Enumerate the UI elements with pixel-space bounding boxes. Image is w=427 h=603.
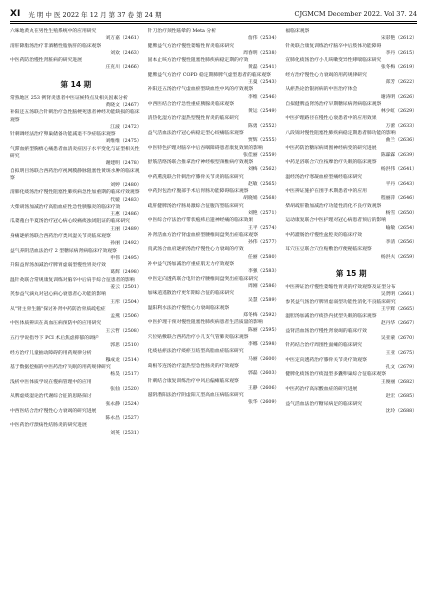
index-entry <box>285 101 417 116</box>
article-title: 从"肾主骨生髓"探讨补肾中药防治骨质疏松症 <box>10 306 106 312</box>
index-column-1 <box>10 28 142 597</box>
author-page-ref: 谢涛明（2626） <box>380 94 418 100</box>
article-title: 宣肺化痰汤治疗小儿咳嗽变异性哮喘临床研究 <box>285 58 382 64</box>
index-entry <box>10 28 142 43</box>
author-page-ref: 周刚（2586） <box>247 283 280 289</box>
author-page-ref: 刘万嘉（2461） <box>105 36 142 42</box>
author-page-ref: 李强（2583） <box>247 269 280 275</box>
journal-title-en: CJGMCM December 2022. Vol 37. 24 <box>294 10 417 18</box>
index-entry <box>10 277 142 292</box>
article-title: 温经汤治疗寒凝血瘀型痛经临床研究 <box>285 174 363 180</box>
author-page-ref: 陈霖霖（2639） <box>380 152 418 158</box>
author-page-ref: 杨雪（2650） <box>385 211 418 217</box>
index-entry <box>148 145 280 160</box>
index-entry <box>148 115 280 130</box>
index-entry <box>285 299 417 314</box>
index-entry <box>10 364 142 379</box>
index-entry <box>10 43 142 58</box>
index-entry <box>285 174 417 189</box>
author-page-ref: 胡晓娟（2568） <box>243 196 280 202</box>
index-entry <box>148 28 280 43</box>
article-title: 清热化湿方治疗湿热型慢性胃炎的临床研究 <box>147 116 239 122</box>
article-title: 中药封包治疗腹部手术后胃肠功能障碍临床观察 <box>147 189 249 195</box>
article-title: 参芪益气汤治疗脾胃虚弱型功能性消化不良临床研究 <box>285 299 396 305</box>
article-title: 经方治疗慢性心力衰竭的用药规律研究 <box>285 72 367 78</box>
index-entry <box>285 313 417 328</box>
author-page-ref: 黄磊（2541） <box>247 65 280 71</box>
index-entry <box>285 188 417 203</box>
article-title: 中西医结合治疗慢性心力衰竭的研究进展 <box>10 408 97 414</box>
index-entry <box>148 319 280 334</box>
article-title: 健脾益气方治疗慢性萎缩性胃炎临床研究 <box>147 43 235 49</box>
author-page-ref: 葛辉（2498） <box>110 270 142 276</box>
index-entry <box>148 86 280 101</box>
author-page-ref: 沈玲（2688） <box>385 408 418 414</box>
index-column-3 <box>285 28 417 597</box>
article-title: 补阳还五汤联合针刺治疗急性脑梗死患者神经功能缺损的临床观察 <box>10 110 140 123</box>
article-title: 清肝降脂汤治疗非酒精性脂肪肝的临床观察 <box>10 43 102 49</box>
running-header <box>10 8 417 20</box>
index-entry <box>148 203 280 218</box>
index-entry <box>10 146 142 168</box>
index-entry <box>10 57 142 72</box>
issue-heading: 第 15 期 <box>335 269 367 278</box>
article-title: 运动康复联合中医护理对冠心病患者预后的影响 <box>285 218 387 224</box>
article-title: 补中益气汤加减治疗重症肌无力疗效观察 <box>147 262 235 267</box>
author-page-ref: 穆成龙（2514） <box>105 357 142 363</box>
index-entry <box>285 115 417 130</box>
index-entry <box>10 131 142 146</box>
article-title: 气滞血瘀型胸痹心痛患者血清炎症因子水平变化与证型相关性研究 <box>10 146 140 159</box>
author-page-ref: 李丹（2615） <box>385 50 418 56</box>
author-page-ref: 王丽（2489） <box>110 226 142 232</box>
author-page-ref: 陈勇（2552） <box>247 123 280 129</box>
author-page-ref: 张永静（2524） <box>105 401 142 407</box>
article-title: 基于数据挖掘的中医药治疗失眠的用药规律研究 <box>10 365 111 371</box>
index-entry <box>148 246 280 261</box>
index-entry <box>285 43 417 58</box>
author-page-ref: 王平（2574） <box>247 225 280 231</box>
index-entry <box>10 189 142 204</box>
article-title: 自拟明目汤联合西药治疗视网膜静脉阻塞性黄斑水肿的临床观察 <box>10 168 140 181</box>
article-title: 中医药防治慢性肾脏病的研究进展 <box>10 58 82 64</box>
author-page-ref: 宋彩艳（2612） <box>380 36 418 42</box>
index-entry <box>285 386 417 401</box>
author-page-ref: 赵敏（2565） <box>247 181 280 187</box>
index-entry <box>285 401 417 416</box>
article-title: 疏肝健脾汤治疗肠易激综合征腹泻型临床研究 <box>147 203 244 209</box>
index-entry <box>10 218 142 233</box>
article-title: 穴位贴敷联合西药治疗小儿支气管肺炎临床观察 <box>147 334 249 340</box>
article-title: 温阳利水法治疗慢性心力衰竭临床观察 <box>147 305 230 311</box>
article-title: 中药足浴联合穴位按摩治疗失眠的临床观察 <box>285 160 377 166</box>
author-page-ref: 姜云（2501） <box>110 285 142 290</box>
article-title: 五行学说指导下 PCI 术后焦虑抑郁的调护 <box>10 335 99 341</box>
author-page-ref: 杨昊（2517） <box>110 372 142 378</box>
author-page-ref: 吴亚蒙（2670） <box>380 335 418 341</box>
index-entry <box>285 57 417 72</box>
index-entry <box>148 130 280 145</box>
index-entry <box>285 28 417 43</box>
article-title: 中医药治疗高尿酸血症的研究进展 <box>285 386 358 392</box>
article-title: 益气养阴活血法治疗 2 型糖尿病肾病临床疗效观察 <box>10 248 117 254</box>
index-entry <box>285 159 417 174</box>
author-page-ref: 孙丽（2492） <box>110 241 142 247</box>
author-page-ref: 杨洪夫（2659） <box>380 254 418 260</box>
index-entry <box>10 95 142 110</box>
article-title: 中医定向透药治疗膝骨关节炎疗效观察 <box>285 357 367 363</box>
article-title: 耳穴压豆联合穴位贴敷治疗便秘临床观察 <box>285 247 372 253</box>
author-page-ref: 王俊丽（2682） <box>380 379 418 385</box>
index-entry <box>285 72 417 87</box>
index-entry <box>148 305 280 320</box>
article-title: 益气活血法治疗糖尿病足的临床研究 <box>285 401 363 407</box>
article-title: 益气活血法治疗冠心病稳定型心绞痛临床观察 <box>147 130 244 136</box>
article-title: 中医药治疗溃疡性结肠炎的研究进展 <box>10 423 87 429</box>
author-page-ref: 李清（2656） <box>385 240 418 246</box>
article-title: 柴胡疏肝散加减治疗功能性消化不良疗效观察 <box>285 203 382 209</box>
article-title: 清肺化痰汤治疗慢性阻塞性肺疾病急性加重期的临床疗效观察 <box>10 190 140 196</box>
author-page-ref: 张仙（2520） <box>110 386 142 392</box>
article-title: 舒筋活络汤联合推拿治疗神经根型颈椎病疗效观察 <box>147 160 254 166</box>
author-page-ref: 代媛（2483） <box>110 197 142 203</box>
author-page-ref: 詹伟（2534） <box>247 36 280 42</box>
author-page-ref: 孟燕（2506） <box>110 314 142 320</box>
author-page-ref: 谢建明（2478） <box>105 161 142 167</box>
author-page-ref: 刘梅（2562） <box>247 167 280 173</box>
author-page-ref: 林少虹（2629） <box>380 109 418 115</box>
article-title: 大柴胡汤加减治疗高脂血症性急性胰腺炎的临床疗效 <box>10 204 121 210</box>
author-page-ref: 张佳丽（2559） <box>243 152 280 158</box>
index-entry <box>285 246 417 261</box>
article-title: 中药灌肠治疗慢性盆腔炎的临床疗效 <box>285 232 363 238</box>
article-title: 中医特色护理对脑卒中后吞咽障碍患者康复效果的影响 <box>147 145 263 151</box>
article-title: 中医药防治糖尿病周围神经病变的研究进展 <box>285 145 377 151</box>
author-page-ref: 王惠（2486） <box>110 212 142 218</box>
author-page-ref: 王彤（2504） <box>110 299 142 305</box>
author-page-ref: 陈丽（2595） <box>247 327 280 333</box>
article-title: 常熟地区 253 例肾炎患者中医证候特点及相关因素分析 <box>10 95 128 101</box>
article-title: 从脾虚痰湿论治代谢综合征的思路探讨 <box>10 394 92 400</box>
index-entry <box>10 379 142 394</box>
index-entry <box>10 291 142 306</box>
article-title: 针药结合治疗周围性面瘫的临床研究 <box>285 343 363 349</box>
index-entry <box>148 101 280 116</box>
author-page-ref: 吴贤明（2661） <box>380 292 418 298</box>
author-page-ref: 申伟（2495） <box>110 255 142 261</box>
article-title: 健脾益气方治疗 COPD 稳定期肺脾气虚型患者的临床观察 <box>147 72 271 78</box>
page-number: XI <box>10 9 21 19</box>
article-title: 中药熏洗联合针刺治疗膝骨关节炎的临床研究 <box>147 174 244 180</box>
article-title: 中医体质辨识在高血压病预防中的应用研究 <box>10 321 102 327</box>
author-page-ref: 刘婷（2480） <box>110 183 142 189</box>
header-rule-thin <box>10 23 417 24</box>
index-entry <box>10 262 142 277</box>
author-page-ref: 王云哲（2508） <box>105 328 142 334</box>
author-page-ref: 赵宏（2685） <box>385 394 418 400</box>
author-page-ref: 平丹（2643） <box>385 181 418 187</box>
author-page-ref: 庄克川（2466） <box>105 65 142 71</box>
author-page-ref: 郭磊（2603） <box>247 371 280 377</box>
article-title: 补阳还五汤治疗气虚血瘀型缺血性中风的疗效观察 <box>147 87 254 93</box>
article-title: 加味逍遥散治疗更年期综合征的临床研究 <box>147 291 235 297</box>
index-entry <box>148 290 280 305</box>
index-entry <box>148 392 280 407</box>
index-entry <box>285 203 417 218</box>
article-title: 温针灸联合常规康复训练对脑卒中后肩手综合征患者的影响 <box>10 277 135 283</box>
author-page-ref: 赵丹华（2667） <box>380 321 418 327</box>
author-page-ref: 王宇辉（2665） <box>380 306 418 312</box>
article-title: 中西医结合治疗急性重症胰腺炎临床观察 <box>147 101 235 107</box>
index-entry <box>148 232 280 247</box>
index-entry <box>148 276 280 291</box>
index-entry <box>148 348 280 363</box>
index-entry <box>148 72 280 87</box>
article-title: 益肾活血汤治疗慢性肾衰竭的临床疗效 <box>285 328 367 334</box>
index-entry <box>148 188 280 203</box>
article-title: 真武汤合血府逐瘀汤治疗慢性心力衰竭的疗效 <box>147 247 244 253</box>
index-entry <box>285 342 417 357</box>
author-page-ref: 刘欢（2463） <box>110 50 142 56</box>
article-title: 经方治疗儿童抽动障碍的用药规律分析 <box>10 350 92 356</box>
author-page-ref: 郭思（2510） <box>110 343 142 349</box>
article-title: 福临床观察 <box>285 29 310 34</box>
author-page-ref: 王曼（2543） <box>247 79 280 85</box>
author-page-ref: 孙伟（2577） <box>247 240 280 246</box>
author-page-ref: 程丽萍（2646） <box>380 196 418 202</box>
index-entry <box>285 357 417 372</box>
article-title: 中医辨证施护在围手术期患者中的应用 <box>285 189 367 195</box>
article-title: 中医定向透药联合电针治疗腰椎间盘突出症临床研究 <box>147 276 259 282</box>
index-entry <box>285 328 417 343</box>
index-entry <box>285 130 417 145</box>
author-page-ref: 刘英（2531） <box>110 430 142 436</box>
author-page-ref: 李维（2546） <box>247 94 280 100</box>
author-page-ref: 刘艳（2571） <box>247 211 280 217</box>
index-entry <box>10 204 142 219</box>
index-entry <box>148 159 280 174</box>
index-entry <box>148 378 280 393</box>
article-title: 从瘀热论治银屑病的中医治疗体会 <box>285 87 358 93</box>
article-title: 中医护理干预对慢性阻塞性肺疾病患者生活质量的影响 <box>147 320 263 326</box>
index-entry <box>148 57 280 72</box>
index-entry <box>285 145 417 160</box>
author-page-ref: 马丽（2600） <box>247 356 280 362</box>
article-title: 中医辨证治疗慢性萎缩性胃炎的疗效观察及证型分布 <box>285 285 396 290</box>
author-page-ref: 王亚（2675） <box>385 350 418 356</box>
author-page-ref: 黄运（2549） <box>247 109 280 115</box>
index-columns <box>10 28 417 597</box>
author-page-ref: 李娜（2598） <box>247 342 280 348</box>
index-entry <box>10 306 142 321</box>
article-title: 自拟健脾益肾汤治疗早期糖尿病肾病临床观察 <box>285 101 382 107</box>
article-title: 滋阴潜阳法治疗阴虚阳亢型高血压病临床研究 <box>147 393 244 399</box>
author-page-ref: 张华（2609） <box>247 400 280 406</box>
article-title: 身痛逐瘀汤联合西药治疗类风湿关节炎临床观察 <box>10 234 111 240</box>
author-page-ref: 江波（2472） <box>110 124 142 130</box>
author-page-ref: 杨洪伟（2641） <box>380 167 418 173</box>
author-page-ref: 曲兰（2636） <box>385 138 418 144</box>
author-page-ref: 周春明（2538） <box>243 50 280 56</box>
author-page-ref: 任丽（2580） <box>247 254 280 260</box>
author-page-ref: 黄晓文（2467） <box>105 102 142 108</box>
author-page-ref: 贾辉（2555） <box>247 138 280 144</box>
author-page-ref: 喻敏（2654） <box>385 225 418 231</box>
index-entry <box>10 422 142 437</box>
article-title: 六味地黄丸在男性生殖系统中的应用研究 <box>10 29 97 34</box>
index-entry <box>148 261 280 276</box>
index-entry <box>10 393 142 408</box>
article-title: 针刺结合康复训练治疗中风后偏瘫临床观察 <box>147 378 239 384</box>
article-title: 补肾活血方治疗肾虚血瘀型腰椎间盘突出症临床观察 <box>147 232 259 238</box>
article-title: 化痰祛瘀法治疗痰瘀互结型高脂血症临床研究 <box>147 349 244 355</box>
issue-heading: 第 14 期 <box>60 79 92 89</box>
author-page-ref: 万蕾（2633） <box>385 123 418 129</box>
journal-title-cn: 光 明 中 医 2022 年 12 月 第 37 卷 第 24 期 <box>28 10 162 19</box>
author-page-ref: 孔文（2679） <box>385 365 418 371</box>
article-title: 温胆汤加减治疗痰热内扰型失眠的临床观察 <box>285 314 377 320</box>
index-entry <box>10 335 142 350</box>
index-entry <box>148 43 280 58</box>
author-page-ref: 王静（2606） <box>247 385 280 391</box>
article-title: 针刺调经法治疗卵巢储备功能减退不孕症临床观察 <box>10 132 116 138</box>
index-entry <box>148 174 280 189</box>
index-entry <box>10 320 142 335</box>
article-title: 中医护理路径在慢性心衰患者中的应用效果 <box>285 116 377 122</box>
index-entry <box>285 371 417 386</box>
index-entry <box>10 109 142 131</box>
index-entry <box>10 350 142 365</box>
index-entry <box>10 168 142 190</box>
index-entry <box>285 284 417 299</box>
author-page-ref: 郑芳（2622） <box>385 79 418 85</box>
index-column-2 <box>148 28 280 597</box>
article-title: 葛根芩连汤治疗湿热型急性肠炎的疗效观察 <box>147 363 239 369</box>
author-page-ref: 吴慧（2589） <box>247 298 280 304</box>
article-title: 芪参益气滴丸对冠心病心衰患者心功能的影响 <box>10 292 106 298</box>
author-page-ref: 张冬梅（2619） <box>380 65 418 71</box>
index-entry <box>285 232 417 247</box>
article-title: 针灸联合康复训练治疗脑卒中后肢体功能障碍 <box>285 43 382 49</box>
index-entry <box>148 217 280 232</box>
article-title: 固本止咳方治疗慢性阻塞性肺疾病稳定期的疗效 <box>147 58 249 64</box>
index-entry <box>285 217 417 232</box>
index-entry <box>148 363 280 378</box>
author-page-ref: 郑冬梅（2592） <box>243 312 280 318</box>
index-entry <box>10 248 142 263</box>
index-entry <box>10 233 142 248</box>
article-title: 浅析中医体质学说在慢病管理中的应用 <box>10 379 92 385</box>
index-entry <box>10 408 142 423</box>
author-page-ref: 刘维维（2475） <box>105 139 142 145</box>
article-title: 瓜蒌薤白半夏汤治疗冠心病心绞痛痰浊闭阻证的临床研究 <box>10 219 130 225</box>
article-title: 升阳益胃汤加减治疗脾胃虚弱型慢性胃炎疗效 <box>10 263 106 269</box>
article-title: 中医综合疗法治疗带状疱疹后遗神经痛的临床效果 <box>147 218 254 224</box>
article-title: 健脾化痰汤治疗痰湿型多囊卵巢综合征临床观察 <box>285 372 387 378</box>
index-entry <box>148 334 280 349</box>
author-page-ref: 陈永昌（2527） <box>105 416 142 422</box>
article-title: 针刀治疗颈性眩晕的 Meta 分析 <box>147 29 217 34</box>
header-rule <box>10 21 417 22</box>
article-title: 八段锦对慢性阻塞性肺疾病稳定期患者肺功能的影响 <box>285 130 396 136</box>
index-entry <box>285 86 417 101</box>
